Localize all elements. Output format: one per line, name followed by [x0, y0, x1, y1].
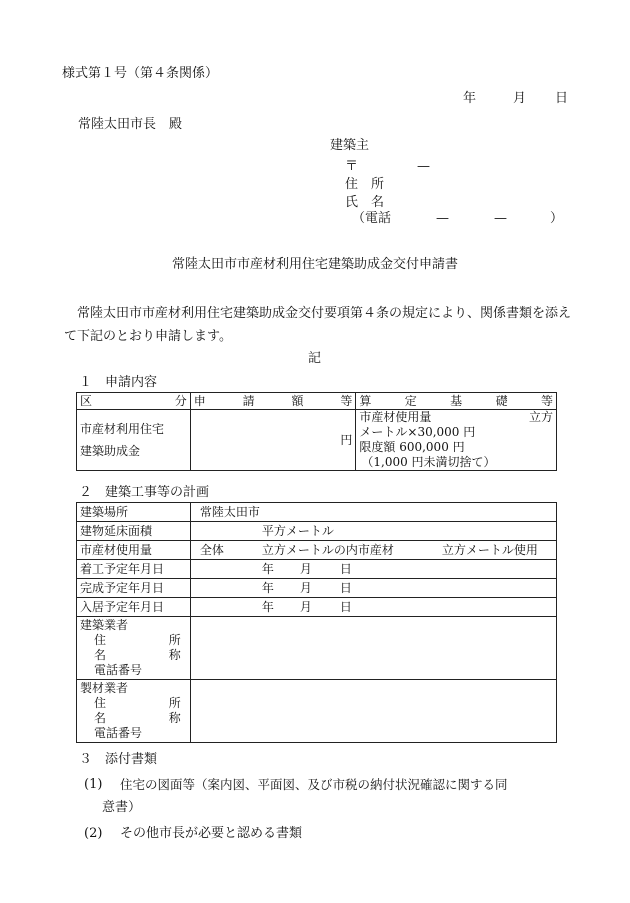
plan-row-builder — [77, 617, 557, 680]
builder-labels: 建築業者 住 所 名 称 電話番号 — [80, 618, 181, 677]
section3-heading: ３ 添付書類 — [79, 752, 158, 767]
attachment-1-text-cont: 意書） — [102, 800, 142, 815]
application-table-header — [77, 393, 557, 410]
plan-row-date: 着工予定年月日 年 月 日 — [77, 560, 557, 579]
section1-heading: １ 申請内容 — [79, 375, 158, 390]
wood-usage-cell: 全体 立方メートルの内市産材 立方メートル使用 — [199, 542, 538, 557]
date-month: 月 — [513, 91, 527, 106]
category-cell: 市産材利用住宅 建築助成金 — [80, 422, 165, 458]
document-title: 常陸太田市市産材利用住宅建築助成金交付申請書 — [171, 257, 458, 272]
attachment-1-number: (1) — [84, 777, 103, 792]
addressee: 常陸太田市長 殿 — [78, 117, 183, 132]
address-label: 住 所 — [345, 177, 385, 192]
header-amount: 申 請 額 等 — [193, 393, 353, 408]
phone-open: （電話 — [352, 211, 392, 226]
lumber-labels: 製材業者 住 所 名 称 電話番号 — [80, 681, 181, 740]
floor-unit: 平方メートル — [261, 523, 334, 538]
postal-mark: 〒 — [345, 159, 359, 174]
plan-row-date: 入居予定年月日 年 月 日 — [77, 598, 557, 617]
plan-row-lumber — [77, 680, 557, 743]
basis-cell: 市産材使用量 立方 メートル×30,000 円 限度額 600,000 円 （1,000 円未満切捨て） — [359, 410, 553, 469]
section2-heading: ２ 建築工事等の計画 — [79, 485, 210, 500]
application-table — [76, 392, 557, 471]
form-number-label: 様式第１号（第４条関係） — [62, 66, 219, 81]
site-value: 常陸太田市 — [199, 504, 260, 519]
date-year: 年 — [463, 91, 477, 106]
plan-row-wood: 市産材使用量 全体 立方メートルの内市産材 立方メートル使用 — [77, 541, 557, 560]
ki-label: 記 — [308, 351, 322, 366]
name-label: 氏 名 — [345, 195, 385, 210]
yen-unit: 円 — [340, 432, 353, 447]
plan-row-date: 完成予定年月日 年 月 日 — [77, 579, 557, 598]
application-table-row — [77, 410, 557, 471]
phone-dash-1: — — [436, 211, 449, 226]
body-paragraph: 常陸太田市市産材利用住宅建築助成金交付要項第４条の規定により、関係書類を添えて下記のとおり申請します。 — [64, 306, 572, 344]
attachment-2-text: その他市長が必要と認める書類 — [120, 826, 303, 841]
postal-dash: — — [417, 159, 430, 174]
header-basis: 算 定 基 礎 等 — [359, 393, 553, 408]
applicant-title: 建築主 — [330, 138, 370, 153]
date-day: 日 — [555, 91, 569, 106]
phone-dash-2: — — [494, 211, 507, 226]
header-kubun: 区 分 — [80, 393, 187, 408]
attachment-2-number: (2) — [84, 826, 103, 841]
plan-row-site: 建築場所 常陸太田市 — [77, 503, 557, 522]
attachment-1-text: 住宅の図面等（案内図、平面図、及び市税の納付状況確認に関する同 — [120, 777, 508, 792]
phone-close: ） — [550, 211, 564, 226]
plan-row-floor: 建物延床面積 平方メートル — [77, 522, 557, 541]
plan-table — [76, 502, 557, 743]
